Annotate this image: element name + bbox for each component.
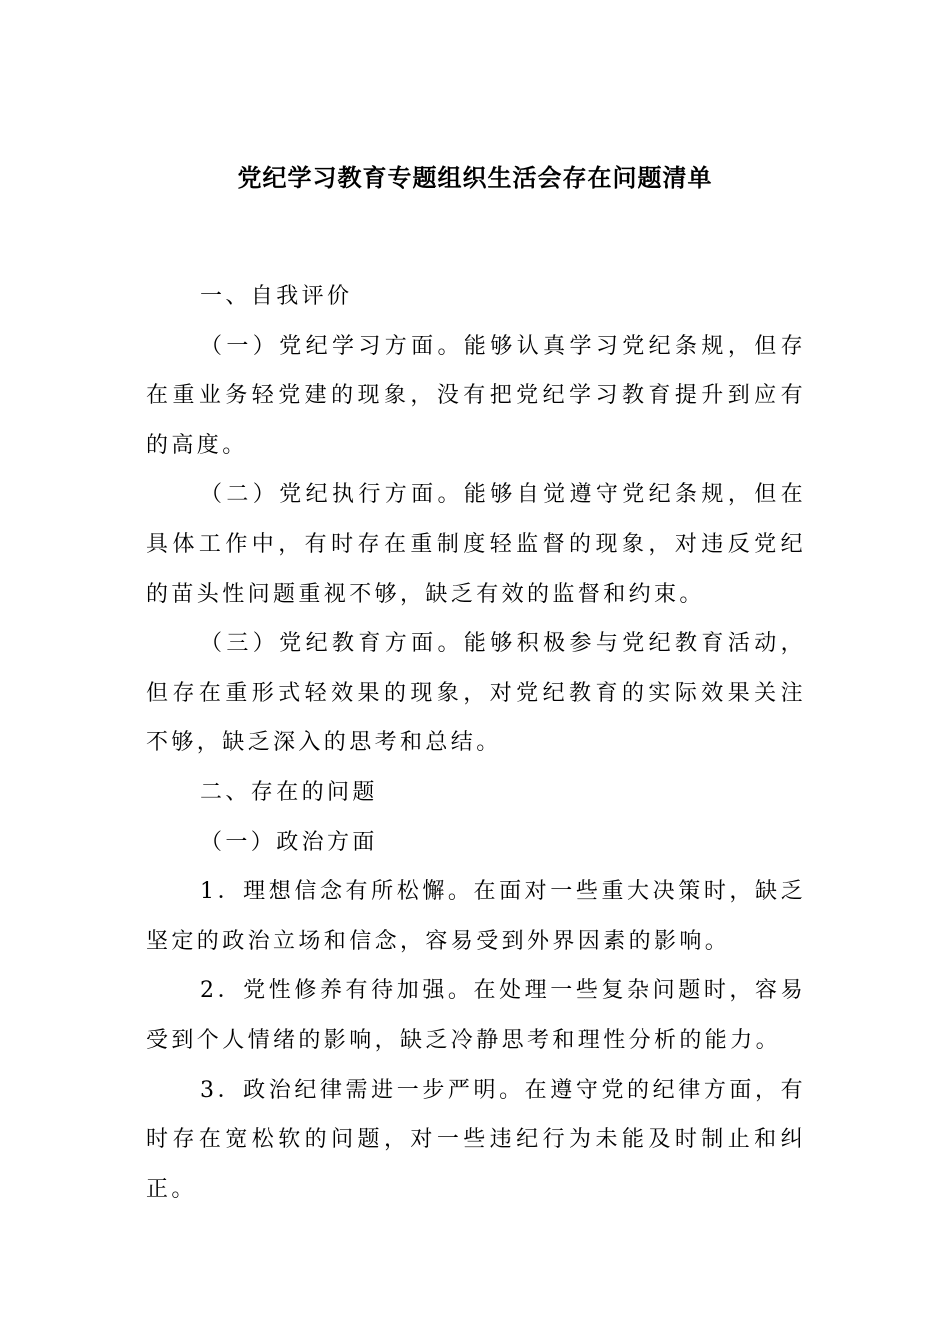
list-item-political-discipline: 3．政治纪律需进一步严明。在遵守党的纪律方面，有时存在宽松软的问题，对一些违纪行为未能及时制止和纠正。 xyxy=(146,1077,806,1202)
paragraph-discipline-execution: （二）党纪执行方面。能够自觉遵守党纪条规，但在具体工作中，有时存在重制度轻监督的现象，对违反党纪的苗头性问题重视不够，缺乏有效的监督和约束。 xyxy=(146,482,806,607)
paragraph-discipline-study: （一）党纪学习方面。能够认真学习党纪条规，但存在重业务轻党建的现象，没有把党纪学习教育提升到应有的高度。 xyxy=(146,333,806,458)
document-body xyxy=(146,272,806,1214)
subheading-political-aspect: （一）政治方面 xyxy=(200,829,378,855)
list-item-party-spirit: 2．党性修养有待加强。在处理一些复杂问题时，容易受到个人情绪的影响，缺乏冷静思考和理性分析的能力。 xyxy=(146,978,806,1053)
section-heading-problems: 二、存在的问题 xyxy=(200,779,378,805)
document-title: 党纪学习教育专题组织生活会存在问题清单 xyxy=(237,163,713,192)
section-heading-self-evaluation: 一、自我评价 xyxy=(200,284,353,309)
list-item-ideals-beliefs: 1．理想信念有所松懈。在面对一些重大决策时，缺乏坚定的政治立场和信念，容易受到外界因素的影响。 xyxy=(146,879,806,954)
paragraph-discipline-education: （三）党纪教育方面。能够积极参与党纪教育活动，但存在重形式轻效果的现象，对党纪教育的实际效果关注不够，缺乏深入的思考和总结。 xyxy=(146,631,806,756)
